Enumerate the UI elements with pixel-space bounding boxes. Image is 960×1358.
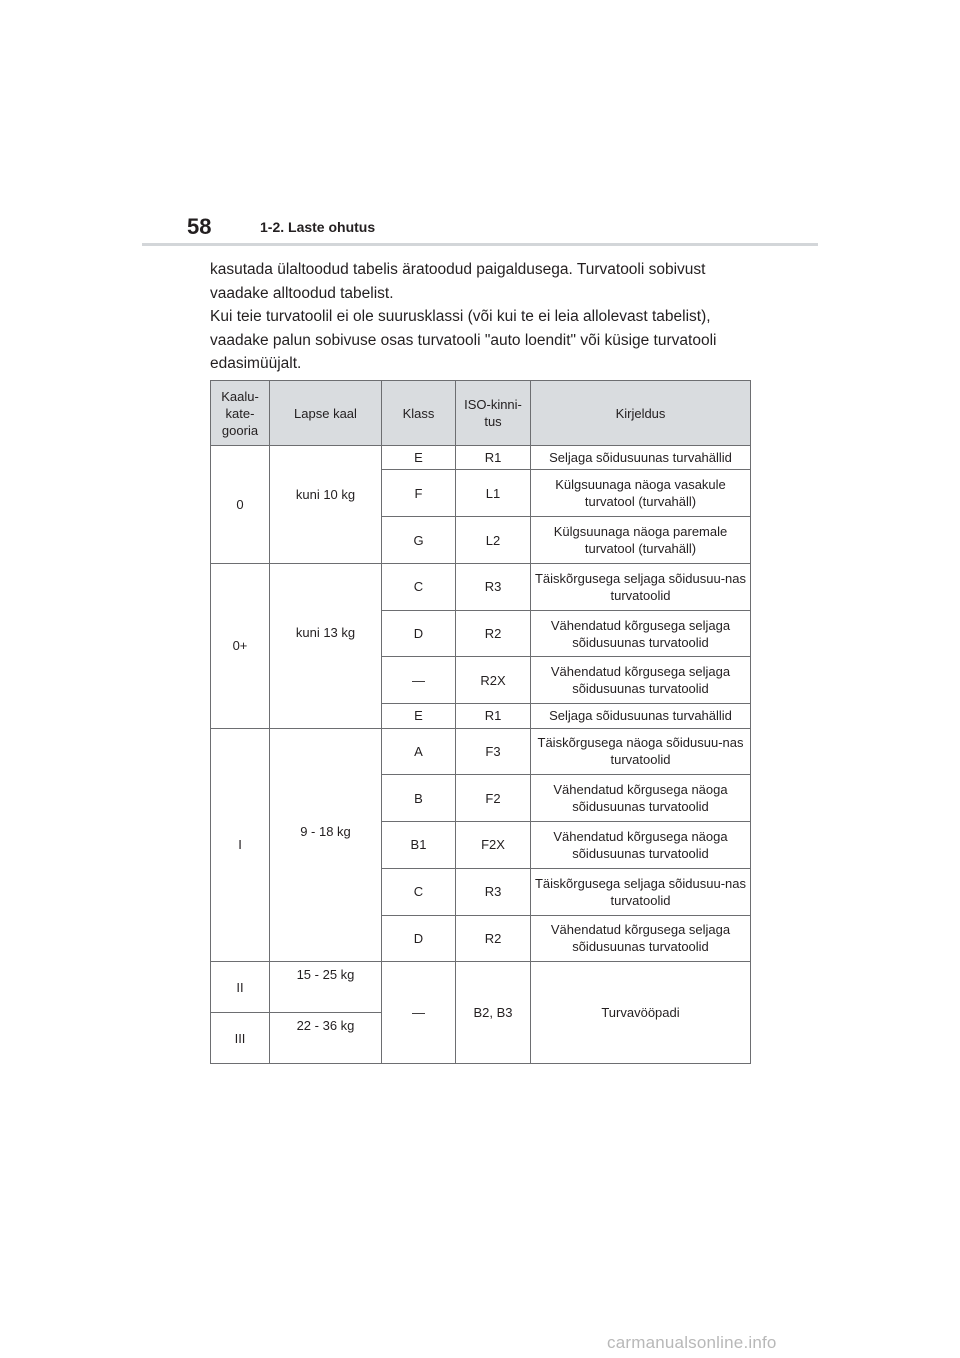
description-cell: Turvavööpadi: [531, 962, 751, 1064]
iso-cell: R3: [456, 563, 531, 610]
description-cell: Vähendatud kõrgusega näoga sõidusuunas turvatoolid: [531, 775, 751, 822]
category-cell: III: [211, 1013, 270, 1064]
description-cell: Vähendatud kõrgusega seljaga sõidusuunas turvatoolid: [531, 915, 751, 962]
class-cell: —: [382, 962, 456, 1064]
description-cell: Vähendatud kõrgusega seljaga sõidusuunas turvatoolid: [531, 657, 751, 704]
header-description: Kirjeldus: [531, 381, 751, 446]
description-cell: Vähendatud kõrgusega seljaga sõidusuunas turvatoolid: [531, 610, 751, 657]
category-cell: 0: [211, 446, 270, 564]
weight-cell: kuni 10 kg: [270, 446, 382, 564]
description-cell: Vähendatud kõrgusega näoga sõidusuunas turvatoolid: [531, 822, 751, 869]
intro-line: kasutada ülaltoodud tabelis äratoodud paigaldusega. Turvatooli sobivust: [210, 261, 706, 278]
section-title: 1-2. Laste ohutus: [260, 219, 376, 235]
iso-cell: R2: [456, 610, 531, 657]
description-cell: Seljaga sõidusuunas turvahällid: [531, 704, 751, 728]
class-cell: —: [382, 657, 456, 704]
description-cell: Täiskõrgusega näoga sõidusuu-nas turvatoolid: [531, 728, 751, 775]
table-row: [211, 563, 751, 610]
category-cell: 0+: [211, 563, 270, 728]
table-row: [211, 728, 751, 775]
table-row: [211, 446, 751, 470]
table-header-row: [211, 381, 751, 446]
iso-cell: L1: [456, 470, 531, 517]
table-row: [211, 962, 751, 1013]
class-cell: D: [382, 915, 456, 962]
intro-line: vaadake alltoodud tabelist.: [210, 284, 394, 302]
iso-cell: F2: [456, 775, 531, 822]
category-cell: II: [211, 962, 270, 1013]
compatibility-table: [210, 380, 751, 1064]
iso-cell: R2: [456, 915, 531, 962]
intro-line: Kui teie turvatoolil ei ole suurusklassi (või kui te ei leia allolevast tabelist),: [210, 308, 711, 325]
class-cell: E: [382, 446, 456, 470]
iso-cell: R3: [456, 868, 531, 915]
header-iso-fixing: ISO-kinni- tus: [456, 381, 531, 446]
description-cell: Täiskõrgusega seljaga sõidusuu-nas turvatoolid: [531, 563, 751, 610]
header-divider: [142, 243, 818, 246]
iso-cell: F3: [456, 728, 531, 775]
header-weight-category: Kaalu- kate- gooria: [211, 381, 270, 446]
footer-watermark: carmanualsonline.info: [607, 1333, 777, 1352]
iso-cell: R2X: [456, 657, 531, 704]
class-cell: C: [382, 563, 456, 610]
header-child-weight: Lapse kaal: [270, 381, 382, 446]
page-number: 58: [187, 214, 212, 239]
weight-cell: 9 - 18 kg: [270, 728, 382, 962]
iso-cell: R1: [456, 704, 531, 728]
iso-cell: B2, B3: [456, 962, 531, 1064]
iso-cell: F2X: [456, 822, 531, 869]
weight-cell: 15 - 25 kg: [270, 962, 382, 1013]
intro-line: edasimüüjalt.: [210, 355, 302, 372]
category-cell: I: [211, 728, 270, 962]
class-cell: C: [382, 868, 456, 915]
class-cell: E: [382, 704, 456, 728]
weight-cell: 22 - 36 kg: [270, 1013, 382, 1064]
weight-cell: kuni 13 kg: [270, 563, 382, 728]
description-cell: Täiskõrgusega seljaga sõidusuu-nas turvatoolid: [531, 868, 751, 915]
description-cell: Külgsuunaga näoga vasakule turvatool (turvahäll): [531, 470, 751, 517]
class-cell: D: [382, 610, 456, 657]
description-cell: Külgsuunaga näoga paremale turvatool (turvahäll): [531, 517, 751, 564]
class-cell: A: [382, 728, 456, 775]
class-cell: F: [382, 470, 456, 517]
class-cell: G: [382, 517, 456, 564]
intro-text: [210, 258, 770, 376]
description-cell: Seljaga sõidusuunas turvahällid: [531, 446, 751, 470]
class-cell: B: [382, 775, 456, 822]
class-cell: B1: [382, 822, 456, 869]
iso-cell: R1: [456, 446, 531, 470]
intro-line: vaadake palun sobivuse osas turvatooli "auto loendit" või küsige turvatooli: [210, 331, 717, 349]
header-class: Klass: [382, 381, 456, 446]
iso-cell: L2: [456, 517, 531, 564]
